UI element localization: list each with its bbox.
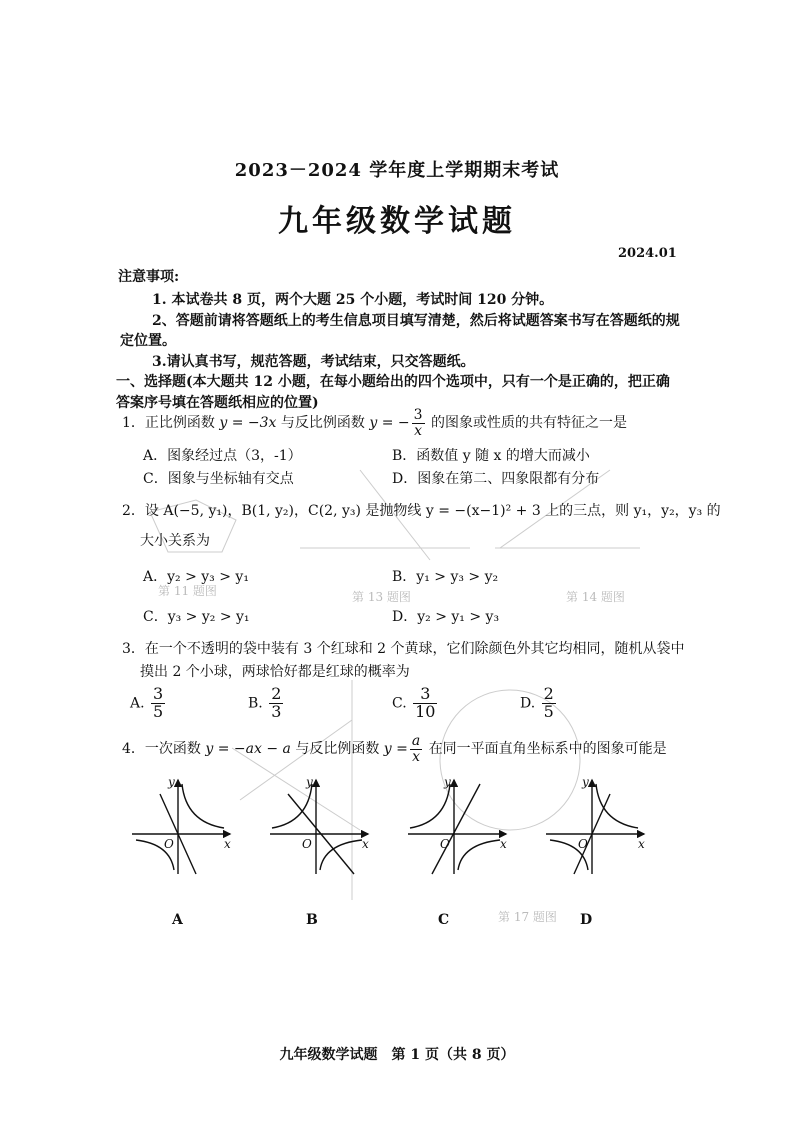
q3-d-num: 2 — [543, 684, 554, 703]
graph-label-c: C — [438, 912, 450, 928]
question-4 — [122, 734, 667, 764]
bleed-text: 第 17 题图 — [498, 910, 557, 924]
q4-formula-1: y = −ax − a — [205, 741, 291, 758]
graph-label-a: A — [172, 912, 183, 928]
axis-label-x: x — [500, 837, 507, 851]
notice-item: 1. 本试卷共 8 页，两个大题 25 个小题，考试时间 120 分钟。 — [152, 292, 554, 308]
bleed-text: 第 13 题图 — [352, 590, 411, 604]
q1-pre: 1．正比例函数 — [122, 415, 215, 432]
q1-frac-num: 3 — [413, 407, 423, 423]
notice-item: 定位置。 — [120, 333, 176, 349]
axis-label-x: x — [362, 837, 369, 851]
q1-option-d: D．图象在第二、四象限都有分布 — [392, 471, 600, 487]
q1-formula-2: y = − — [369, 415, 410, 432]
graph-label-b: B — [306, 912, 318, 928]
graph-c — [408, 780, 506, 874]
notice-heading: 注意事项: — [118, 269, 180, 285]
q2-option-c: C．y₃ > y₂ > y₁ — [143, 609, 250, 625]
q1-mid: 与反比例函数 — [280, 415, 365, 432]
notice-item: 3.请认真书写，规范答题，考试结束，只交答题纸。 — [152, 354, 475, 370]
q4-post: 在同一平面直角坐标系中的图象可能是 — [428, 741, 667, 758]
origin-label: O — [302, 837, 312, 851]
q2-option-b: B．y₁ > y₃ > y₂ — [392, 569, 499, 585]
q4-formula-2: y = — [383, 741, 408, 758]
q1-frac-den: x — [414, 422, 423, 439]
q3-c-num: 3 — [413, 686, 437, 704]
q3-option-d — [520, 686, 558, 721]
q3-b-label: B. — [248, 695, 263, 712]
q3-d-label: D. — [520, 695, 536, 712]
section-heading-cont: 答案序号填在答题纸相应的位置) — [116, 395, 319, 411]
q1-fraction — [412, 408, 425, 438]
q3-b-den: 3 — [271, 701, 282, 721]
axis-label-y: y — [168, 775, 175, 789]
exam-title: 2023－2024 学年度上学期期末考试 — [234, 160, 560, 181]
q3-a-num: 3 — [153, 684, 164, 703]
graph-a — [132, 780, 230, 874]
origin-label: O — [164, 837, 174, 851]
q3-option-b — [248, 686, 285, 721]
q4-graphs — [120, 770, 660, 880]
q4-mid: 与反比例函数 — [295, 741, 380, 758]
q4-frac-num: a — [411, 733, 421, 749]
exam-subject-title: 九年级数学试题 — [278, 204, 516, 239]
q3-c-label: C. — [392, 695, 407, 712]
q1-option-b: B．函数值 y 随 x 的增大而减小 — [392, 448, 590, 464]
graph-d — [546, 780, 644, 874]
notice-item: 2、答题前请将答题纸上的考生信息项目填写清楚，然后将试题答案书写在答题纸的规 — [152, 313, 680, 329]
q3-b-num: 2 — [271, 684, 282, 703]
q4-pre: 4．一次函数 — [122, 741, 201, 758]
q3-c-fraction — [413, 686, 437, 721]
q4-frac-den: x — [412, 748, 420, 765]
question-2-cont: 大小关系为 — [140, 533, 210, 549]
axis-label-y: y — [444, 775, 451, 789]
q3-b-fraction — [269, 686, 283, 721]
q1-post: 的图象或性质的共有特征之一是 — [431, 415, 628, 432]
q3-a-label: A. — [130, 695, 145, 712]
q1-option-c: C．图象与坐标轴有交点 — [143, 471, 294, 487]
q3-option-a — [130, 686, 167, 721]
origin-label: O — [578, 837, 588, 851]
axis-label-x: x — [224, 837, 231, 851]
origin-label: O — [440, 837, 450, 851]
q2-option-a: A．y₂ > y₃ > y₁ — [143, 569, 249, 585]
question-1 — [122, 408, 627, 438]
axis-label-x: x — [638, 837, 645, 851]
bleed-text: 第 11 题图 — [158, 584, 217, 598]
q3-a-fraction — [151, 686, 165, 721]
graph-label-d: D — [580, 912, 593, 928]
axis-label-y: y — [306, 775, 313, 789]
bleed-text: 第 14 题图 — [566, 590, 625, 604]
page-footer: 九年级数学试题 第 1 页（共 8 页） — [279, 1047, 515, 1063]
question-2: 2．设 A(−5, y₁)，B(1, y₂)，C(2, y₃) 是抛物线 y = −(x−1)² + 3 上的三点，则 y₁，y₂，y₃ 的 — [122, 503, 721, 519]
q3-d-den: 5 — [543, 701, 554, 721]
axis-label-y: y — [582, 775, 589, 789]
graph-b — [270, 780, 368, 874]
q3-d-fraction — [542, 686, 556, 721]
q3-c-den: 10 — [415, 701, 436, 721]
question-3-cont: 摸出 2 个小球，两球恰好都是红球的概率为 — [140, 664, 410, 680]
q2-option-d: D．y₂ > y₁ > y₃ — [392, 609, 500, 625]
q1-formula-1: y = −3x — [219, 415, 277, 432]
section-heading: 一、选择题(本大题共 12 小题，在每小题给出的四个选项中，只有一个是正确的，把正确 — [116, 374, 670, 390]
exam-date: 2024.01 — [618, 246, 677, 261]
q3-option-c — [392, 686, 439, 721]
q3-a-den: 5 — [153, 701, 164, 721]
question-3: 3．在一个不透明的袋中装有 3 个红球和 2 个黄球，它们除颜色外其它均相同，随机从袋中 — [122, 641, 685, 657]
q4-fraction — [410, 734, 422, 764]
q1-option-a: A．图象经过点（3，-1） — [143, 448, 302, 464]
